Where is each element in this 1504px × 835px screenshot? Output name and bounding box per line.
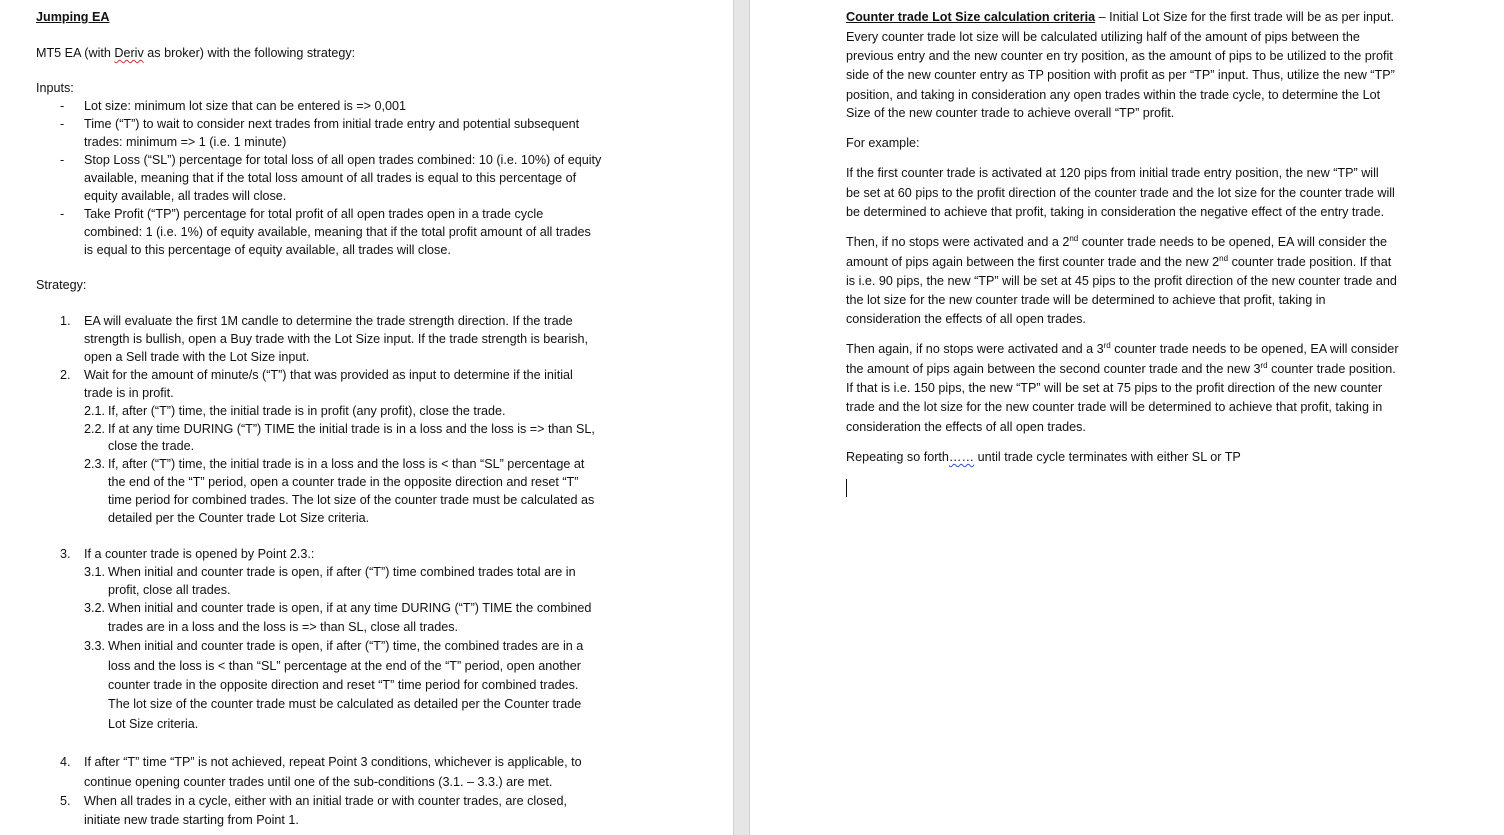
strategy-3-3-line2: loss and the loss is < than “SL” percentage at the end of the “T” period, open another bbox=[108, 659, 581, 673]
inputs-label: Inputs: bbox=[36, 81, 74, 95]
list-number: 4. bbox=[60, 755, 71, 769]
spellcheck-word-deriv: Deriv bbox=[114, 46, 144, 60]
para3-line2-b: counter trade position. If that bbox=[1228, 255, 1392, 269]
strategy-3-line1: If a counter trade is opened by Point 2.3.: bbox=[84, 547, 315, 561]
list-number: 3.1. bbox=[84, 565, 106, 579]
input-time-line2: trades: minimum => 1 (i.e. 1 minute) bbox=[84, 135, 287, 149]
ordinal-suffix: nd bbox=[1069, 233, 1079, 243]
input-tp-line2: combined: 1 (i.e. 1%) of equity available, meaning that if the total profit amount of all trades bbox=[84, 225, 591, 239]
strategy-3-3-line1: When initial and counter trade is open, if after (“T”) time, the combined trades are in a bbox=[108, 639, 584, 653]
para4-line1 bbox=[846, 340, 1399, 358]
grammar-flag-ellipsis: …… bbox=[948, 450, 975, 464]
strategy-1-line1: EA will evaluate the first 1M candle to determine the trade strength direction. If the trade bbox=[84, 314, 573, 328]
strategy-label: Strategy: bbox=[36, 278, 87, 292]
list-number: 3. bbox=[60, 547, 71, 561]
list-number: 1. bbox=[60, 314, 71, 328]
para3-line1-a: Then, if no stops were activated and a 2 bbox=[846, 235, 1070, 249]
input-tp-line1: Take Profit (“TP”) percentage for total profit of all open trades open in a trade cycle bbox=[84, 207, 544, 221]
criteria-heading-rest: – Initial Lot Size for the first trade will be as per input. bbox=[1095, 10, 1395, 24]
strategy-3-2-line2: trades are in a loss and the loss is => than SL, close all trades. bbox=[108, 620, 459, 634]
criteria-heading-line bbox=[846, 8, 1394, 26]
repeat-text-a: Repeating so forth bbox=[846, 450, 949, 464]
para2-line3: be determined to achieve that profit, taking in consideration the negative effect of the entry trade. bbox=[846, 205, 1385, 219]
para1-line4: position, and taking in consideration any open trades within the trade cycle, to determine the Lot bbox=[846, 88, 1381, 102]
para1-line3: side of the new counter entry as TP position with profit as per “TP” input. Thus, utilize the new “TP” bbox=[846, 68, 1395, 82]
bullet-dash: - bbox=[60, 99, 65, 113]
repeat-line bbox=[846, 448, 1241, 466]
strategy-5-line2: initiate new trade starting from Point 1. bbox=[84, 813, 299, 827]
input-time-line1: Time (“T”) to wait to consider next trades from initial trade entry and potential subsequent bbox=[84, 117, 580, 131]
list-number: 3.2. bbox=[84, 601, 106, 615]
strategy-2-3-line4: detailed per the Counter trade Lot Size criteria. bbox=[108, 511, 370, 525]
page-gap bbox=[733, 0, 750, 835]
intro-line bbox=[36, 44, 355, 62]
ordinal-suffix: rd bbox=[1260, 360, 1268, 370]
strategy-5-line1: When all trades in a cycle, either with an initial trade or with counter trades, are closed, bbox=[84, 794, 567, 808]
strategy-3-1-line2: profit, close all trades. bbox=[108, 583, 231, 597]
strategy-2-3-line1: If, after (“T”) time, the initial trade is in a loss and the loss is < than “SL” percentage at bbox=[108, 457, 585, 471]
list-number: 2.1. bbox=[84, 404, 106, 418]
strategy-3-3-line5: Lot Size criteria. bbox=[108, 717, 199, 731]
list-number: 5. bbox=[60, 794, 71, 808]
intro-text-post: as broker) with the following strategy: bbox=[143, 46, 356, 60]
intro-text-pre: MT5 EA (with bbox=[36, 46, 115, 60]
strategy-2-line1: Wait for the amount of minute/s (“T”) that was provided as input to determine if the initial bbox=[84, 368, 573, 382]
para4-line1-a: Then again, if no stops were activated and a 3 bbox=[846, 342, 1104, 356]
para3-line5: consideration the effects of all open trades. bbox=[846, 312, 1086, 326]
para1-line5: Size of the new counter trade to achieve overall “TP” profit. bbox=[846, 106, 1175, 120]
strategy-2-line2: trade is in profit. bbox=[84, 386, 174, 400]
para3-line2 bbox=[846, 253, 1391, 271]
para4-line4: trade and the lot size for the new counter trade will be determined to achieve that profit, taking in bbox=[846, 400, 1383, 414]
para3-line1-b: counter trade needs to be opened, EA will consider the bbox=[1078, 235, 1387, 249]
text-cursor bbox=[846, 479, 847, 497]
strategy-3-1-line1: When initial and counter trade is open, if after (“T”) time combined trades total are in bbox=[108, 565, 576, 579]
para3-line3: is i.e. 90 pips, the new “TP” will be set at 45 pips to the profit direction of the new counter trade and bbox=[846, 274, 1397, 288]
bullet-dash: - bbox=[60, 207, 65, 221]
ordinal-suffix: rd bbox=[1103, 340, 1111, 350]
document-page-right[interactable] bbox=[750, 0, 1504, 835]
input-lot-size: Lot size: minimum lot size that can be entered is => 0,001 bbox=[84, 99, 407, 113]
para4-line1-b: counter trade needs to be opened, EA will consider bbox=[1110, 342, 1399, 356]
para1-line1: Every counter trade lot size will be calculated utilizing half of the amount of pips between the bbox=[846, 30, 1360, 44]
strategy-2-3-line3: time period for combined trades. The lot size of the counter trade must be calculated as bbox=[108, 493, 595, 507]
para2-line2: be set at 60 pips to the profit direction of the counter trade and the lot size for the counter trade will bbox=[846, 186, 1395, 200]
para4-line2 bbox=[846, 360, 1396, 378]
list-number: 2.2. bbox=[84, 422, 106, 436]
strategy-2-1-line1: If, after (“T”) time, the initial trade is in profit (any profit), close the trade. bbox=[108, 404, 506, 418]
list-number: 2.3. bbox=[84, 457, 106, 471]
strategy-4-line2: continue opening counter trades until one of the sub-conditions (3.1. – 3.3.) are met. bbox=[84, 775, 553, 789]
strategy-3-2-line1: When initial and counter trade is open, if at any time DURING (“T”) TIME the combined bbox=[108, 601, 592, 615]
strategy-2-3-line2: the end of the “T” period, open a counter trade in the opposite direction and reset “T” bbox=[108, 475, 579, 489]
repeat-text-b: until trade cycle terminates with either SL or TP bbox=[974, 450, 1241, 464]
input-tp-line3: is equal to this percentage of equity available, all trades will close. bbox=[84, 243, 451, 257]
input-sl-line3: equity available, all trades will close. bbox=[84, 189, 287, 203]
strategy-3-3-line4: The lot size of the counter trade must be calculated as detailed per the Counter trade bbox=[108, 697, 582, 711]
strategy-3-3-line3: counter trade in the opposite direction and reset “T” time period for combined trades. bbox=[108, 678, 579, 692]
para4-line2-b: counter trade position. bbox=[1267, 362, 1396, 376]
strategy-2-2-line2: close the trade. bbox=[108, 439, 195, 453]
para3-line1 bbox=[846, 233, 1387, 251]
list-number: 2. bbox=[60, 368, 71, 382]
document-page-left[interactable] bbox=[0, 0, 733, 835]
strategy-4-line1: If after “T” time “TP” is not achieved, repeat Point 3 conditions, whichever is applicable, to bbox=[84, 755, 582, 769]
strategy-1-line3: open a Sell trade with the Lot Size input. bbox=[84, 350, 310, 364]
input-sl-line1: Stop Loss (“SL”) percentage for total loss of all open trades combined: 10 (i.e. 10%) of equity bbox=[84, 153, 602, 167]
input-sl-line2: available, meaning that if the total loss amount of all trades is equal to this percentage of bbox=[84, 171, 577, 185]
strategy-2-2-line1: If at any time DURING (“T”) TIME the initial trade is in a loss and the loss is => than SL, bbox=[108, 422, 595, 436]
bullet-dash: - bbox=[60, 153, 65, 167]
para4-line2-a: the amount of pips again between the second counter trade and the new 3 bbox=[846, 362, 1261, 376]
para4-line3: If that is i.e. 150 pips, the new “TP” will be set at 75 pips to the profit direction of the new counter bbox=[846, 381, 1383, 395]
strategy-1-line2: strength is bullish, open a Buy trade with the Lot Size input. If the trade strength is bearish, bbox=[84, 332, 589, 346]
document-title: Jumping EA bbox=[36, 10, 110, 24]
criteria-heading: Counter trade Lot Size calculation criteria bbox=[846, 10, 1096, 24]
para4-line5: consideration the effects of all open trades. bbox=[846, 420, 1086, 434]
para3-line4: the lot size for the new counter trade will be determined to achieve that profit, taking in bbox=[846, 293, 1326, 307]
para3-line2-a: amount of pips again between the first counter trade and the new 2 bbox=[846, 255, 1220, 269]
list-number: 3.3. bbox=[84, 639, 106, 653]
para2-line1: If the first counter trade is activated at 120 pips from initial trade entry position, the new “TP” will bbox=[846, 166, 1379, 180]
ordinal-suffix: nd bbox=[1219, 253, 1229, 263]
bullet-dash: - bbox=[60, 117, 65, 131]
for-example-label: For example: bbox=[846, 136, 920, 150]
para1-line2: previous entry and the new counter en try position, as the amount of pips to be utilized to the profit bbox=[846, 49, 1393, 63]
